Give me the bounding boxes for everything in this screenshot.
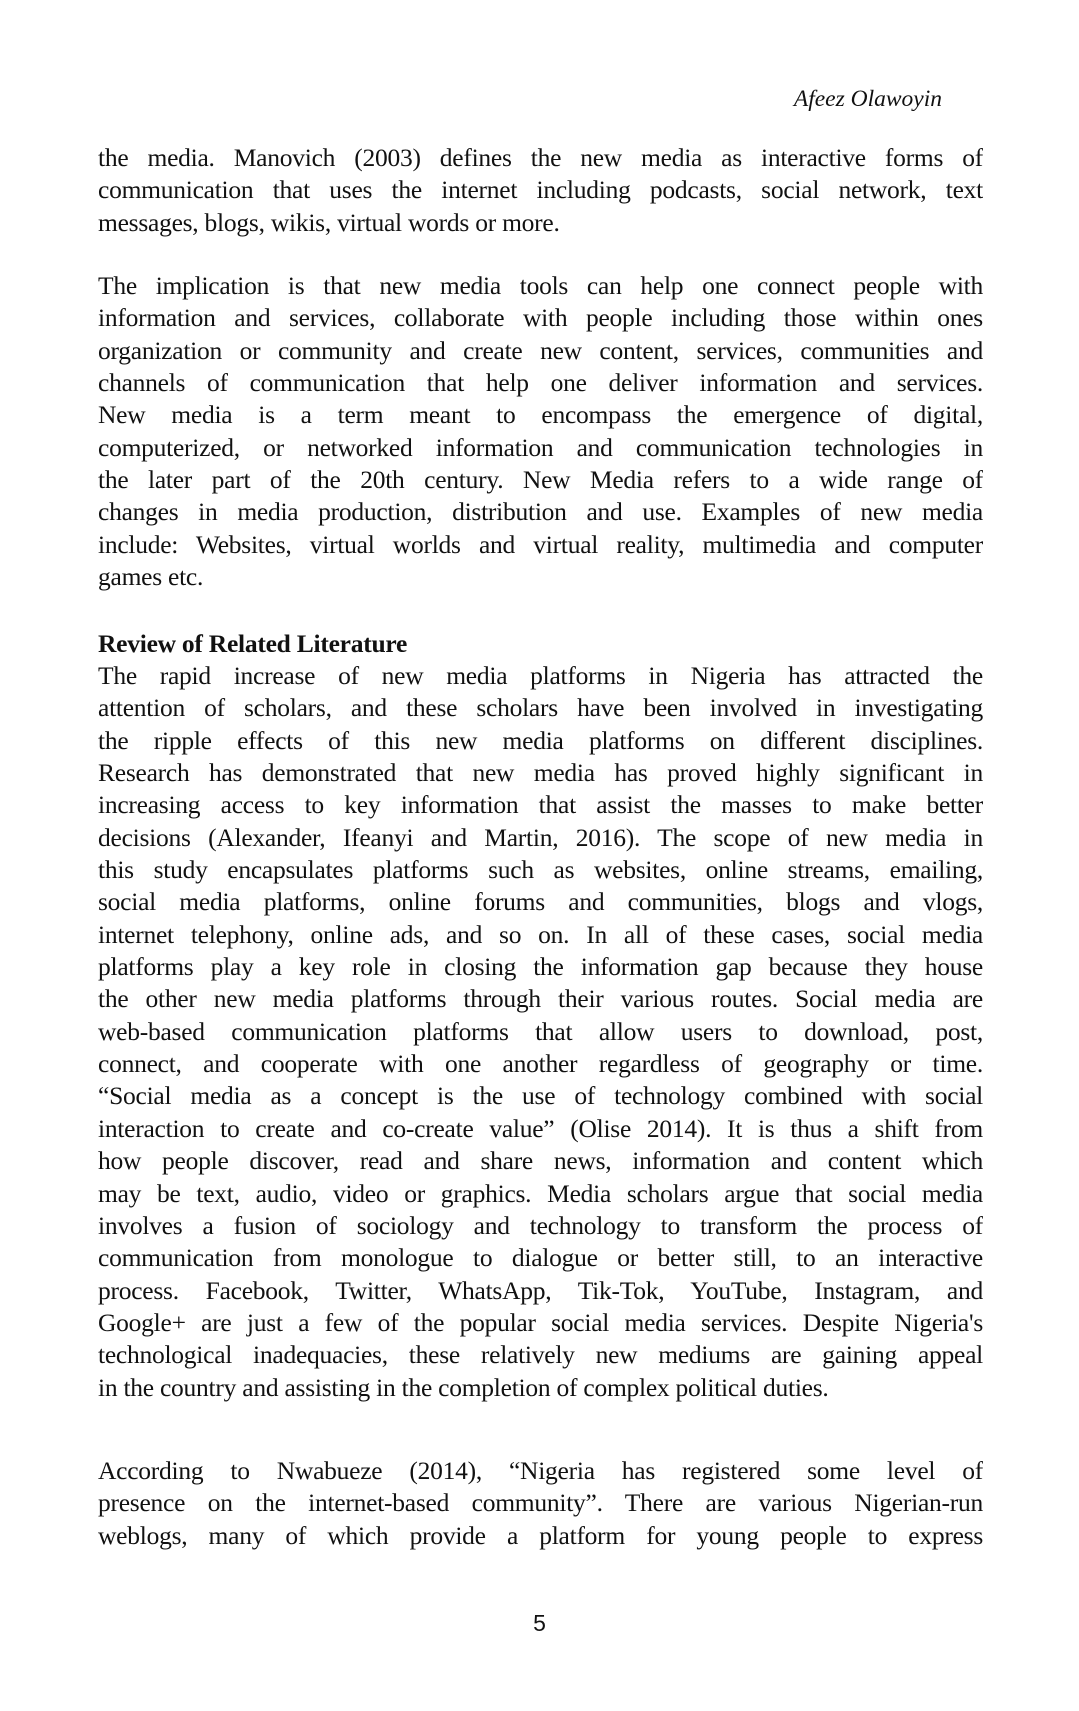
text-line: Research has demonstrated that new media has proved highly significant in xyxy=(98,758,983,788)
text-line: this study encapsulates platforms such as websites, online streams, emailing, xyxy=(98,855,983,885)
text-line: include: Websites, virtual worlds and virtual reality, multimedia and computer xyxy=(98,529,983,559)
text-line: weblogs, many of which provide a platform for young people to express xyxy=(98,1520,983,1550)
text-line: The rapid increase of new media platforms in Nigeria has attracted the xyxy=(98,661,983,690)
text-line: the other new media platforms through their various routes. Social media are xyxy=(98,984,983,1014)
section-heading: Review of Related Literature xyxy=(98,629,408,658)
running-header-author: Afeez Olawoyin xyxy=(793,86,942,112)
text-line: attention of scholars, and these scholars have been involved in investigating xyxy=(98,693,983,723)
text-line: process. Facebook, Twitter, WhatsApp, Tik-Tok, YouTube, Instagram, and xyxy=(98,1275,983,1305)
paragraph-manovich-definition xyxy=(98,142,983,239)
text-line: the media. Manovich (2003) defines the new media as interactive forms of xyxy=(98,143,983,172)
text-line: connect, and cooperate with one another regardless of geography or time. xyxy=(98,1049,983,1079)
text-line: games etc. xyxy=(98,562,204,592)
text-line: web-based communication platforms that allow users to download, post, xyxy=(98,1016,983,1046)
text-line: “Social media as a concept is the use of technology combined with social xyxy=(98,1081,983,1111)
text-line: involves a fusion of sociology and technology to transform the process of xyxy=(98,1210,983,1240)
text-line: platforms play a key role in closing the information gap because they house xyxy=(98,952,983,982)
paragraph-literature-review xyxy=(98,660,983,1404)
text-line: communication from monologue to dialogue or better still, to an interactive xyxy=(98,1243,983,1273)
text-line: organization or community and create new content, services, communities and xyxy=(98,335,983,365)
text-line: social media platforms, online forums and communities, blogs and vlogs, xyxy=(98,887,983,917)
text-line: interaction to create and co-create value” (Olise 2014). It is thus a shift from xyxy=(98,1113,983,1143)
text-line: increasing access to key information that assist the masses to make better xyxy=(98,790,983,820)
text-line: technological inadequacies, these relatively new mediums are gaining appeal xyxy=(98,1340,983,1370)
text-line: The implication is that new media tools can help one connect people with xyxy=(98,271,983,300)
page-number: 5 xyxy=(533,1610,546,1636)
text-line: how people discover, read and share news, information and content which xyxy=(98,1146,983,1176)
text-line: computerized, or networked information and communication technologies in xyxy=(98,432,983,462)
text-line: New media is a term meant to encompass the emergence of digital, xyxy=(98,400,983,430)
text-line: in the country and assisting in the completion of complex political duties. xyxy=(98,1372,829,1402)
text-line: communication that uses the internet including podcasts, social network, text xyxy=(98,175,983,205)
text-line: the ripple effects of this new media platforms on different disciplines. xyxy=(98,725,983,755)
text-line: internet telephony, online ads, and so on. In all of these cases, social media xyxy=(98,919,983,949)
text-line: messages, blogs, wikis, virtual words or more. xyxy=(98,207,560,237)
text-line: changes in media production, distribution and use. Examples of new media xyxy=(98,497,983,527)
text-line: presence on the internet-based community”. There are various Nigerian-run xyxy=(98,1488,983,1518)
text-line: channels of communication that help one deliver information and services. xyxy=(98,368,983,398)
text-line: Google+ are just a few of the popular social media services. Despite Nigeria's xyxy=(98,1307,983,1337)
paragraph-new-media-implication xyxy=(98,270,983,593)
text-line: decisions (Alexander, Ifeanyi and Martin, 2016). The scope of new media in xyxy=(98,822,983,852)
text-line: According to Nwabueze (2014), “Nigeria has registered some level of xyxy=(98,1456,983,1485)
text-line: may be text, audio, video or graphics. Media scholars argue that social media xyxy=(98,1178,983,1208)
text-line: information and services, collaborate with people including those within ones xyxy=(98,303,983,333)
paragraph-nwabueze-citation xyxy=(98,1455,983,1552)
text-line: the later part of the 20th century. New Media refers to a wide range of xyxy=(98,465,983,495)
